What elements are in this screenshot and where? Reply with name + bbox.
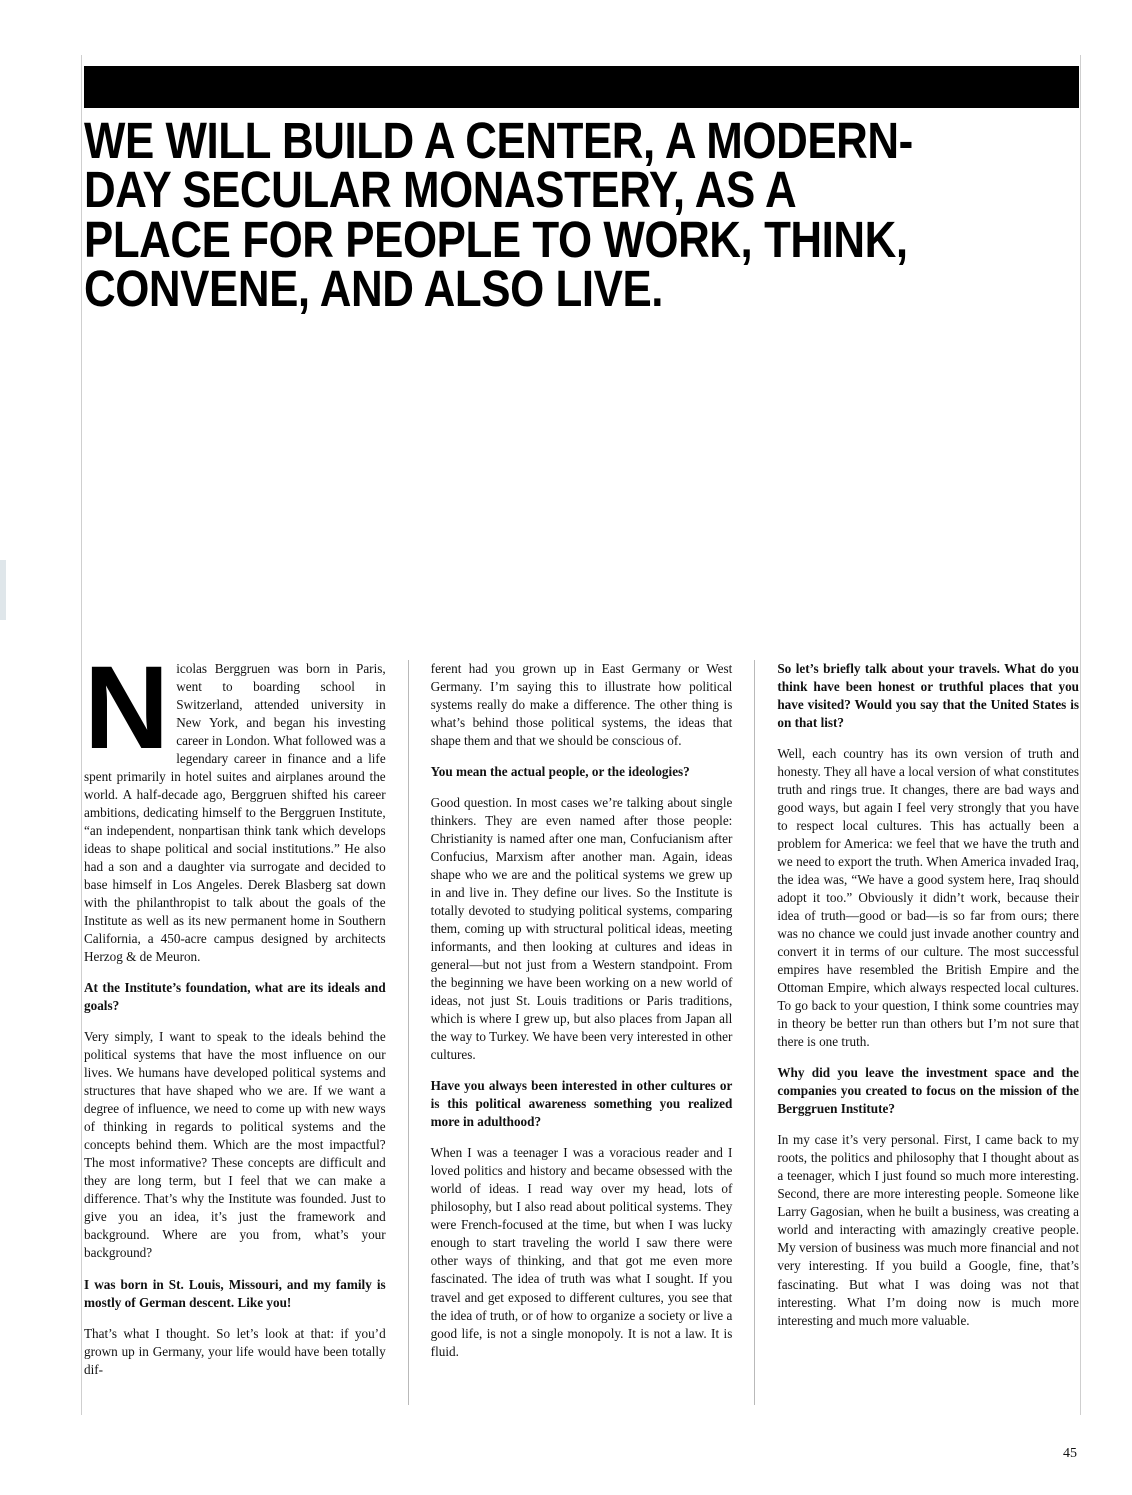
left-margin-rule [81, 55, 82, 1415]
answer-1: Very simply, I want to speak to the ideals behind the political systems that have the most influence on our lives. We humans have developed political systems and structures that have shaped who we are. If we want a degree of influence, we need to come up with new ways of thinking in regards to political systems and the concepts behind them. Which are the most impactful? The most informative? These concepts are difficult and they are long term, but I feel that we can make a difference. That’s why the Institute was founded. Just to give you an idea, it’s just the framework and background. Where are you from, what’s your background? [84, 1029, 386, 1261]
intro-paragraph [84, 642, 386, 966]
question-2: I was born in St. Louis, Missouri, and my family is mostly of German descent. Like you! [84, 1276, 386, 1310]
answer-2: That’s what I thought. So let’s look at that: if you’d grown up in Germany, your life would have been totally dif- [84, 1325, 386, 1377]
question-4: Have you always been interested in other cultures or is this political awareness something you realized more in adulthood? [430, 1078, 733, 1130]
page-number: 45 [1063, 1446, 1077, 1461]
question-5: So let’s briefly talk about your travels. What do you think have been honest or truthful places that you have visited? Would you say that the United States is on that list? [777, 661, 1080, 731]
column-2 [408, 660, 733, 1405]
column-3 [754, 660, 1079, 1405]
question-1: At the Institute’s foundation, what are its ideals and goals? [84, 980, 386, 1014]
column-1 [84, 642, 386, 1405]
question-6: Why did you leave the investment space and the companies you created to focus on the mission of the Berggruen Institute? [777, 1065, 1080, 1117]
answer-5: When I was a teenager I was a voracious reader and I loved politics and history and became obsessed with the world of ideas. I read way over my head, lots of philosophy, but I also read about political systems. They were French-focused at the time, but when I was lucky enough to start traveling the world I saw there were other ways of thinking, and that got me even more fascinated. The idea of truth was what I sought. If you travel and get exposed to different cultures, you see that the idea of truth, or of how to organize a society or live a good life, is not a single monopoly. It is not a law. It is fluid. [430, 1145, 733, 1359]
answer-6: Well, each country has its own version of truth and honesty. They all have a local version of what constitutes truth and rings true. It changes, there are bad ways and good ways, but again I feel very strongly that you have to respect local cultures. This has actually been a problem for America: we feel that we have the truth and we need to export the truth. When America invaded Iraq, the idea was, “We have a good system here, Iraq should adopt it too.” Obviously it didn’t work, because their idea of truth—good or bad—is so far from ours; there was no chance we could just invade another country and convert it in terms of our culture. The most successful empires have resembled the British Empire and the Ottoman Empire, which always respected local cultures. To go back to your question, I think some countries may in theory be better run than others but I’m not sure that there is one truth. [777, 746, 1080, 1050]
left-edge-color-mark [0, 560, 6, 620]
answer-4: Good question. In most cases we’re talking about single thinkers. They are even named after those people: Christianity is named after one man, Confucianism after Confucius, Marxism after another man. Again, ideas shape who we are and the political systems we grew up in and live in. They define our lives. So the Institute is totally devoted to studying political systems, comparing them, coming up with structural political ideas, meeting informants, and then looking at cultures and ideas in general—but not just from a Western standpoint. From the beginning we have been working on a new world of ideas, not just St. Louis traditions or Paris traditions, which is where I grew up, but also places from Japan all the way to Turkey. We have been very interested in other cultures. [430, 795, 733, 1063]
intro-text: icolas Berggruen was born in Paris, went to boarding school in Switzerland, attended university in New York, and began his investing career in London. What followed was a legendary career in finance and a life spent primarily in hotel suites and airplanes around the world. A half-decade ago, Berggruen shifted his career ambitions, dedicating himself to the Berggruen Institute, “an independent, nonpartisan think tank which develops ideas to shape political and social institutions.” He also had a son and a daughter via surrogate and decided to base himself in Los Angeles. Derek Blasberg sat down with the philanthropist to talk about the goals of the Institute as well as its new permanent home in Southern California, a 450-acre campus designed by architects Herzog & de Meuron. [84, 661, 386, 965]
page-headline: WE WILL BUILD A CENTER, A MODERN-DAY SECULAR MONASTERY, AS A PLACE FOR PEOPLE TO WORK, THINK, CONVENE, AND ALSO LIVE. [84, 112, 913, 318]
answer-3: ferent had you grown up in East Germany or West Germany. I’m saying this to illustrate how political systems really do make a difference. The other thing is what’s behind those political systems, the ideas that shape them and that we should be conscious of. [430, 661, 733, 749]
answer-7: In my case it’s very personal. First, I came back to my roots, the politics and philosophy that I thought about as a teenager, which I just found so much more interesting. Second, there are more interesting people. Someone like Larry Gagosian, when he built a business, was creating a world and interacting with amazingly creative people. My version of business was much more financial and not very interesting. If you build a Google, fine, that’s fascinating. But what I was doing was not that interesting. What I’m doing now is much more interesting and much more valuable. [777, 1132, 1080, 1328]
drop-cap: N [84, 642, 170, 774]
article-columns [84, 642, 1080, 1405]
headline-block [84, 66, 1079, 318]
question-3: You mean the actual people, or the ideologies? [430, 764, 690, 780]
right-margin-rule [1080, 55, 1081, 1415]
headline-black-bar [84, 66, 1079, 108]
